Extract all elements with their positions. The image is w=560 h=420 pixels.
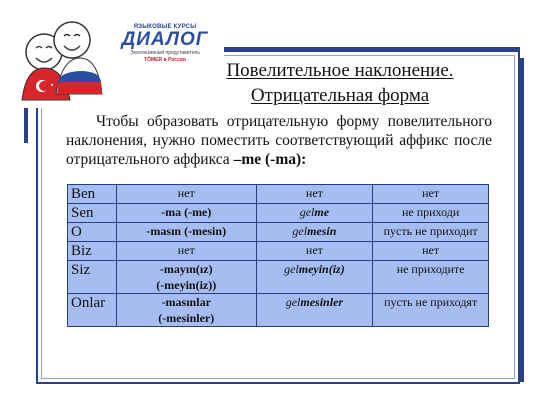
paragraph-text: Чтобы образовать отрицательную форму повелительного наклонения, нужно поместить соответствующий аффикс после отрицательного аффикса [66, 113, 492, 168]
affix-cell [116, 223, 256, 242]
pronoun-cell: Siz [68, 261, 117, 294]
verb-stem: gel [285, 295, 301, 309]
verb-form-cell [256, 261, 373, 294]
affix-line: -masın (-mesin) [146, 224, 227, 238]
verb-form-cell [256, 185, 373, 204]
affix-cell [116, 261, 256, 294]
affix-cell [116, 204, 256, 223]
translation-cell: нет [373, 242, 489, 261]
verb-form-text: нет [305, 186, 323, 200]
conjugation-table [67, 184, 489, 327]
verb-stem: gel [284, 262, 299, 276]
table-row [68, 261, 489, 294]
translation-cell: пусть не приходят [373, 294, 489, 327]
verb-suffix: me [314, 205, 330, 219]
title-line-1: Повелительное наклонение. [226, 60, 454, 81]
affix-line: нет [177, 243, 195, 257]
logo-subtitle-2: TÖMER в России [144, 57, 186, 63]
translation-cell: нет [373, 185, 489, 204]
affix-line: нет [177, 186, 195, 200]
affix-line: -masınlar [161, 295, 211, 309]
logo-caption: ЯЗЫКОВЫЕ КУРСЫ [133, 24, 197, 30]
logo-brand: ДИАЛОГ [121, 29, 209, 50]
verb-suffix: mesinler [300, 295, 344, 309]
table-row [68, 185, 489, 204]
pronoun-cell: Sen [68, 204, 117, 223]
affix-cell [116, 294, 256, 327]
affix-line: -mayın(ız) [159, 262, 213, 276]
table-row [68, 242, 489, 261]
affix-cell [116, 185, 256, 204]
pronoun-cell: Ben [68, 185, 117, 204]
mascot-icon [14, 8, 114, 108]
translation-cell: не приходи [373, 204, 489, 223]
affix-line: (-mesinler) [158, 311, 215, 325]
verb-form-cell [256, 204, 373, 223]
affix-line: -ma (-me) [161, 205, 212, 219]
paragraph-affix: –me (-ma): [233, 151, 307, 168]
translation-cell: не приходите [373, 261, 489, 294]
pronoun-cell: Biz [68, 242, 117, 261]
pronoun-cell: Onlar [68, 294, 117, 327]
page-title [190, 58, 490, 108]
frame-accent-right [520, 58, 524, 382]
pronoun-cell: O [68, 223, 117, 242]
verb-form-text: нет [305, 243, 323, 257]
explanation-paragraph [66, 112, 492, 169]
table-row [68, 223, 489, 242]
logo-subtitle: Эксклюзивный представитель [130, 50, 200, 56]
verb-stem: gel [299, 205, 315, 219]
affix-line: (-meyin(iz)) [156, 278, 217, 292]
title-line-2: Отрицательная форма [250, 85, 430, 106]
verb-suffix: mesin [307, 224, 337, 238]
table-row [68, 204, 489, 223]
verb-form-cell [256, 242, 373, 261]
affix-cell [116, 242, 256, 261]
verb-form-cell [256, 294, 373, 327]
verb-suffix: meyin(iz) [298, 262, 345, 276]
verb-stem: gel [292, 224, 308, 238]
translation-cell: пусть не приходит [373, 223, 489, 242]
verb-form-cell [256, 223, 373, 242]
table-row [68, 294, 489, 327]
